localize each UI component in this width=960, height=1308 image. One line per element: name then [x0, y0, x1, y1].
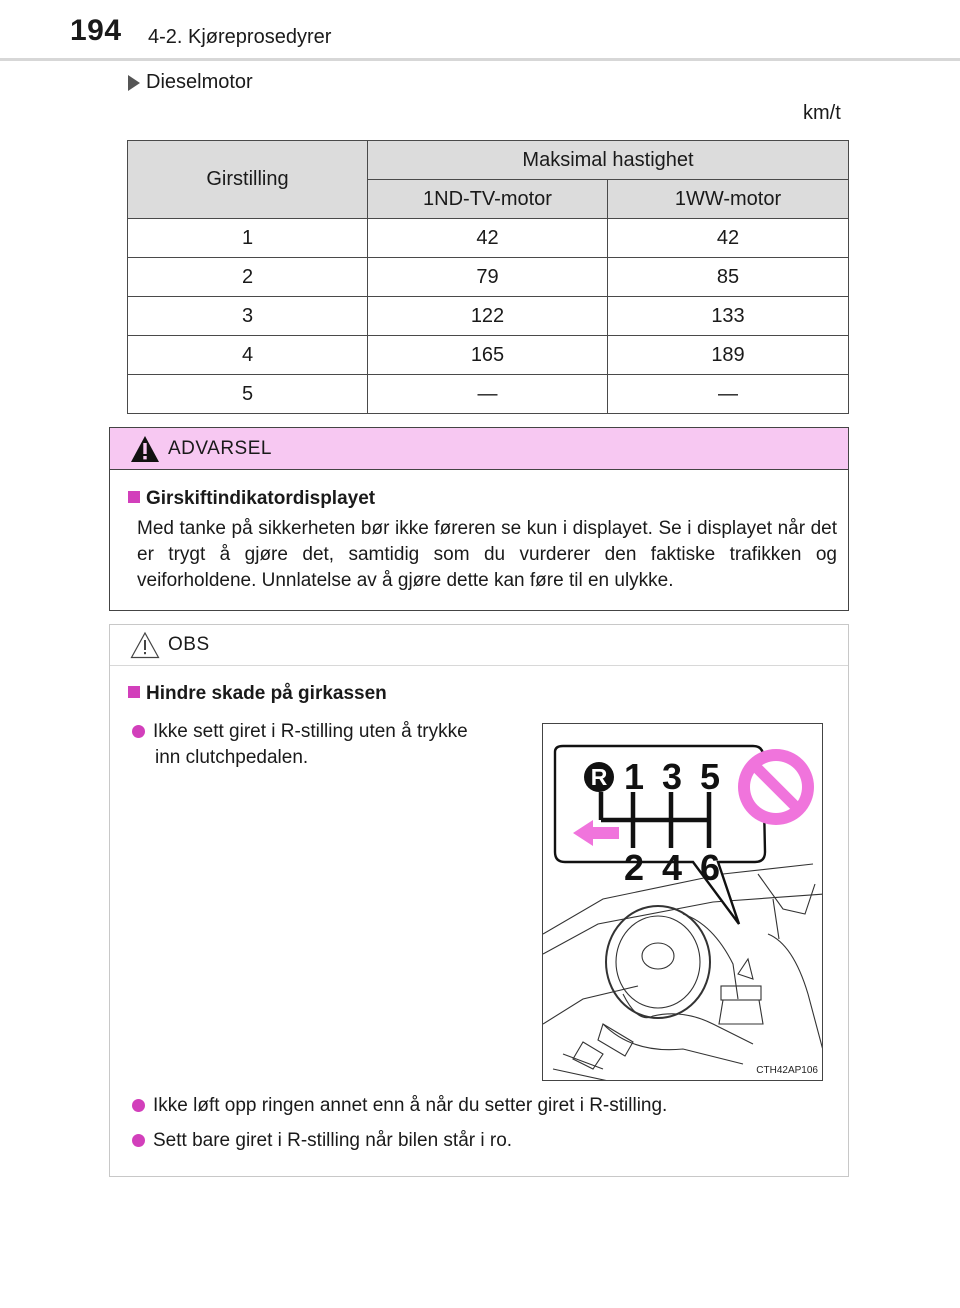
prohibition-icon — [738, 749, 814, 825]
gear-label-3: 3 — [661, 756, 683, 797]
warning-triangle-icon — [130, 435, 160, 463]
note-bullet-3-text: Sett bare giret i R-stilling når bilen står i ro. — [153, 1130, 513, 1151]
note-bullet-1 — [132, 719, 522, 771]
gear-label-4: 4 — [661, 847, 683, 888]
triangle-bullet-icon — [128, 75, 140, 91]
cell-gear: 1 — [128, 219, 368, 258]
header-gear: Girstilling — [128, 141, 368, 219]
speed-table — [127, 140, 849, 414]
header-rule — [0, 58, 960, 61]
warning-header — [110, 428, 848, 470]
sub-heading — [128, 71, 253, 94]
square-bullet-icon — [128, 491, 140, 503]
section-title: 4-2. Kjøreprosedyrer — [148, 26, 332, 48]
gear-shift-illustration — [542, 723, 823, 1081]
cell-speed: 122 — [368, 297, 608, 336]
cell-speed: 42 — [368, 219, 608, 258]
header-engine-2: 1WW-motor — [608, 180, 849, 219]
note-subheading — [128, 683, 387, 705]
warning-subheading-text: Girskiftindikatordisplayet — [146, 488, 376, 509]
header-max-speed: Maksimal hastighet — [368, 141, 849, 180]
table-row — [128, 258, 849, 297]
table-row — [128, 297, 849, 336]
car-interior-drawing — [543, 864, 823, 1081]
cell-gear: 2 — [128, 258, 368, 297]
note-subheading-text: Hindre skade på girkassen — [146, 683, 387, 704]
square-bullet-icon — [128, 686, 140, 698]
cell-speed: 85 — [608, 258, 849, 297]
note-bullet-2-text: Ikke løft opp ringen annet enn å når du setter giret i R-stilling. — [153, 1095, 668, 1116]
note-bullet-1-line-2: inn clutchpedalen. — [155, 747, 309, 768]
dot-bullet-icon — [132, 725, 145, 738]
warning-title: ADVARSEL — [168, 437, 272, 459]
page-number: 194 — [70, 14, 122, 47]
cell-speed: 165 — [368, 336, 608, 375]
illustration-drawing — [543, 724, 823, 1081]
cell-gear: 3 — [128, 297, 368, 336]
note-bullet-1-line-1 — [132, 719, 522, 745]
note-bullet-2 — [132, 1095, 667, 1117]
unit-label: km/t — [803, 102, 841, 124]
gear-label-6: 6 — [699, 847, 721, 888]
table-header-row — [128, 141, 849, 180]
warning-body: Med tanke på sikkerheten bør ikke føreren se kun i displayet. Se i displayet når det er trygt å gjøre det, samtidig som du vurderer den faktiske trafikken og veiforholdene. Unnlatelse av å gjøre dette kan føre til en ulykke. — [137, 518, 837, 591]
gear-label-2: 2 — [623, 847, 645, 888]
note-header — [110, 625, 848, 666]
note-bullet-3 — [132, 1130, 512, 1152]
note-bullet-1-text: Ikke sett giret i R-stilling uten å trykke — [153, 721, 468, 742]
dot-bullet-icon — [132, 1099, 145, 1112]
sub-heading-text: Dieselmotor — [146, 71, 253, 93]
warning-box — [109, 427, 849, 611]
cell-speed: 133 — [608, 297, 849, 336]
figure-code: CTH42AP106 — [756, 1065, 818, 1076]
cell-gear: 5 — [128, 375, 368, 414]
warning-subheading — [128, 488, 375, 510]
cell-speed: — — [368, 375, 608, 414]
dot-bullet-icon — [132, 1134, 145, 1147]
gear-label-r: R — [590, 764, 608, 790]
cell-gear: 4 — [128, 336, 368, 375]
note-title: OBS — [168, 634, 210, 655]
cell-speed: 42 — [608, 219, 849, 258]
cell-speed: — — [608, 375, 849, 414]
gear-label-5: 5 — [699, 756, 721, 797]
gear-label-1: 1 — [623, 756, 645, 797]
caution-triangle-icon — [130, 631, 160, 659]
header-engine-1: 1ND-TV-motor — [368, 180, 608, 219]
cell-speed: 189 — [608, 336, 849, 375]
table-row — [128, 219, 849, 258]
table-row — [128, 375, 849, 414]
table-row — [128, 336, 849, 375]
cell-speed: 79 — [368, 258, 608, 297]
